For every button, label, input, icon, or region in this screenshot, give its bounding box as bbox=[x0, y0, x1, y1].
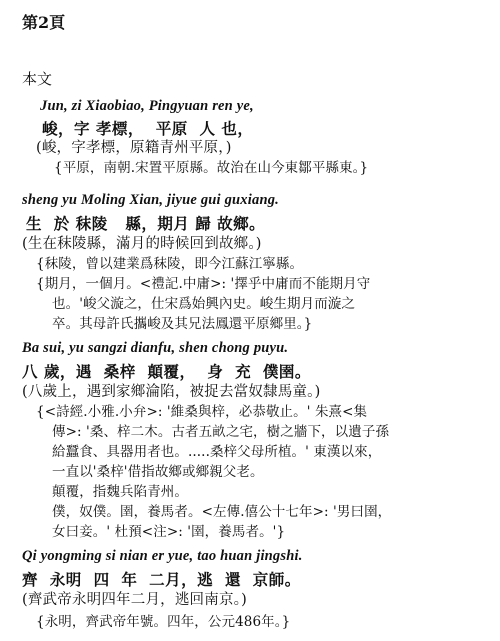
translation-line: (八歲上，遇到家鄉淪陷，被捉去當奴隸馬童。) bbox=[22, 384, 321, 400]
translation-line: (齊武帝永明四年二月，逃回南京。) bbox=[22, 592, 247, 608]
chinese-line: 生 於 秣陵 縣，期月 歸 故鄉。 bbox=[26, 214, 266, 233]
note-line: {期月，一個月。<禮記.中庸>: '擇乎中庸而不能期月守 bbox=[36, 276, 371, 292]
page-header: 第2頁 bbox=[22, 13, 66, 32]
note-line: 一直以'桑梓'借指故鄉或鄉親父老。 bbox=[52, 464, 264, 480]
note-line: 傳>: '桑、梓二木。古者五畝之宅，樹之牆下，以遺子孫 bbox=[52, 424, 390, 440]
chinese-line: 峻，字 孝標， 平原 人 也， bbox=[42, 119, 254, 138]
note-line: {秣陵，曾以建業爲秣陵，即今江蘇江寧縣。 bbox=[36, 256, 304, 272]
note-line: {平原，南朝.宋置平原縣。故治在山今東鄒平縣東。} bbox=[54, 160, 369, 176]
translation-line: (生在秣陵縣，滿月的時候回到故鄉。) bbox=[22, 236, 262, 252]
note-line: {<詩經.小雅.小弁>: '維桑與梓，必恭敬止。' 朱熹<集 bbox=[36, 404, 368, 420]
pinyin-line: Qi yongming si nian er yue, tao huan jingshi. bbox=[22, 548, 303, 564]
section-heading: 本文 bbox=[22, 70, 53, 88]
note-line: 給蠶食、具器用者也。.....桑梓父母所植。' 東漢以來， bbox=[52, 444, 382, 460]
note-line: 僕，奴僕。圉，養馬者。<左傳.僖公十七年>: '男曰圉， bbox=[52, 504, 392, 520]
translation-line: (峻，字孝標，原籍青州平原，) bbox=[36, 140, 232, 156]
chinese-line: 八 歲，遇 桑梓 顛覆， 身 充 僕圉。 bbox=[22, 362, 311, 381]
note-line: {永明，齊武帝年號。四年，公元486年。} bbox=[36, 614, 291, 630]
note-line: 女曰妾。' 杜預<注>: '圉，養馬者。'} bbox=[52, 524, 286, 540]
pinyin-line: Jun, zi Xiaobiao, Pingyuan ren ye, bbox=[40, 98, 254, 114]
chinese-line: 齊 永明 四 年 二月，逃 還 京師。 bbox=[22, 570, 301, 589]
note-line: 顛覆，指魏兵陷青州。 bbox=[52, 484, 188, 500]
note-line: 卒。其母許氏攜峻及其兄法鳳還平原鄉里。} bbox=[52, 316, 313, 332]
pinyin-line: Ba sui, yu sangzi dianfu, shen chong puyu. bbox=[22, 340, 289, 356]
note-line: 也。'峻父漩之，仕宋爲始興內史。峻生期月而漩之 bbox=[52, 296, 356, 312]
pinyin-line: sheng yu Moling Xian, jiyue gui guxiang. bbox=[22, 192, 279, 208]
